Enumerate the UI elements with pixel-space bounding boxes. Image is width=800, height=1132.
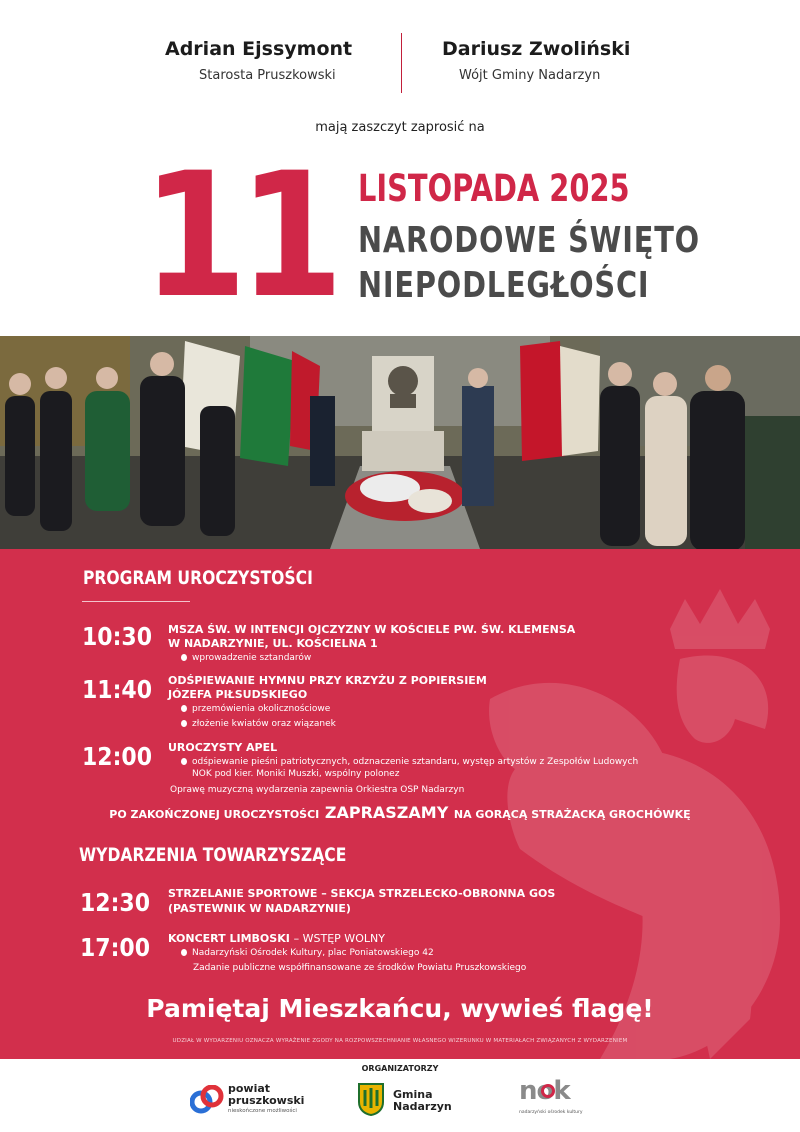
bullet-icon xyxy=(181,949,187,956)
side-title-2-main: KONCERT LIMBOSKI xyxy=(168,932,290,945)
program-title-1a: MSZA ŚW. W INTENCJI OJCZYZNY W KOŚCIELE PW. ŚW. KLEMENSA xyxy=(168,623,576,636)
powiat-logo-icon xyxy=(190,1085,224,1115)
big-day-number: 11 xyxy=(142,135,336,336)
side-time-2: 17:00 xyxy=(80,933,151,962)
after-part3: NA GORĄCĄ STRAŻACKĄ GROCHÓWKĘ xyxy=(453,808,691,821)
slogan: Pamiętaj Mieszkańcu, wywieś flagę! xyxy=(146,994,654,1023)
powiat-logo xyxy=(190,1082,310,1118)
program-time-1: 10:30 xyxy=(82,622,153,651)
bullet-icon xyxy=(181,758,187,765)
side-title-1a: STRZELANIE SPORTOWE – SEKCJA STRZELECKO-OBRONNA GOS xyxy=(168,887,556,900)
program-title-1b: W NADARZYNIE, UL. KOŚCIELNA 1 xyxy=(168,637,378,650)
powiat-tagline: nieskończone możliwości xyxy=(228,1108,297,1114)
after-ceremony-invite xyxy=(0,803,800,822)
program-bullet-3-2: NOK pod kier. Moniki Muszki, wspólny polonez xyxy=(192,769,400,779)
host2-name: Dariusz Zwoliński xyxy=(442,38,631,60)
header-divider xyxy=(401,33,402,93)
program-time-2: 11:40 xyxy=(82,675,153,704)
nok-tagline: nadarzyński ośrodek kultury xyxy=(519,1110,583,1115)
powiat-line1: powiat xyxy=(228,1082,271,1095)
organizers-label: ORGANIZATORZY xyxy=(361,1064,439,1073)
program-title-rule xyxy=(82,601,190,602)
bullet-text: odśpiewanie pieśni patriotycznych, odznaczenie sztandaru, występ artystów z Zespołów Ludowych xyxy=(192,757,639,767)
program-time-3: 12:00 xyxy=(82,742,153,771)
program-bullet-2-2 xyxy=(181,719,336,729)
bullet-text: przemówienia okolicznościowe xyxy=(192,704,331,714)
nok-mark: nok xyxy=(519,1076,570,1106)
host2-role: Wójt Gminy Nadarzyn xyxy=(459,68,601,83)
program-title: PROGRAM UROCZYSTOŚCI xyxy=(83,567,313,589)
program-title-3: UROCZYSTY APEL xyxy=(168,741,278,754)
powiat-line2: pruszkowski xyxy=(228,1094,305,1107)
bullet-text: złożenie kwiatów oraz wiązanek xyxy=(192,719,336,729)
program-title-2a: ODŚPIEWANIE HYMNU PRZY KRZYŻU Z POPIERSIEM xyxy=(168,674,487,687)
program-note-3: Oprawę muzyczną wydarzenia zapewnia Orkiestra OSP Nadarzyn xyxy=(170,785,465,795)
nok-red-dot-icon xyxy=(541,1084,555,1098)
date-line: LISTOPADA 2025 xyxy=(358,167,630,210)
invite-text: mają zaszczyt zaprosić na xyxy=(315,120,485,135)
program-title-2b: JÓZEFA PIŁSUDSKIEGO xyxy=(168,688,308,701)
ceremony-photo xyxy=(0,336,800,549)
gmina-logo xyxy=(357,1080,457,1120)
after-part1: PO ZAKOŃCZONEJ UROCZYSTOŚCI xyxy=(109,808,320,821)
after-part2: ZAPRASZAMY xyxy=(324,803,449,822)
side-title-1b: (PASTEWNIK W NADARZYNIE) xyxy=(168,902,351,915)
side-title-2-extra: – WSTĘP WOLNY xyxy=(293,932,385,945)
gmina-coat-of-arms-icon xyxy=(357,1082,385,1116)
program-bullet-1-1 xyxy=(181,653,311,663)
gmina-line1: Gmina xyxy=(393,1088,433,1101)
white-eagle-emblem xyxy=(480,589,800,1059)
bullet-text: Nadarzyński Ośrodek Kultury, plac Poniatowskiego 42 xyxy=(192,948,434,958)
bullet-icon xyxy=(181,720,187,727)
host1-role: Starosta Pruszkowski xyxy=(199,68,336,83)
side-bullet-2 xyxy=(181,948,434,958)
ceremony-illustration xyxy=(0,336,800,549)
bullet-text: wprowadzenie sztandarów xyxy=(192,653,312,663)
side-events-title: WYDARZENIA TOWARZYSZĄCE xyxy=(79,844,347,866)
side-time-1: 12:30 xyxy=(80,888,151,917)
program-bullet-2-1 xyxy=(181,704,330,714)
disclaimer: UDZIAŁ W WYDARZENIU OZNACZA WYRAŻENIE ZGODY NA ROZPOWSZECHNIANIE WŁASNEGO WIZERUNKU W MATERIAŁACH ZWIĄZANYCH Z WYDARZENIEM xyxy=(172,1038,628,1044)
program-bullet-3-1 xyxy=(181,757,638,767)
nok-logo xyxy=(517,1078,587,1120)
host1-name: Adrian Ejssymont xyxy=(165,38,353,60)
bullet-icon xyxy=(181,654,187,661)
gmina-line2: Nadarzyn xyxy=(393,1100,452,1113)
side-title-2 xyxy=(168,932,385,946)
side-note-2: Zadanie publiczne współfinansowane ze środków Powiatu Pruszkowskiego xyxy=(193,963,527,973)
bullet-icon xyxy=(181,705,187,712)
event-line-2: NIEPODLEGŁOŚCI xyxy=(358,265,650,306)
event-line-1: NARODOWE ŚWIĘTO xyxy=(358,220,700,261)
